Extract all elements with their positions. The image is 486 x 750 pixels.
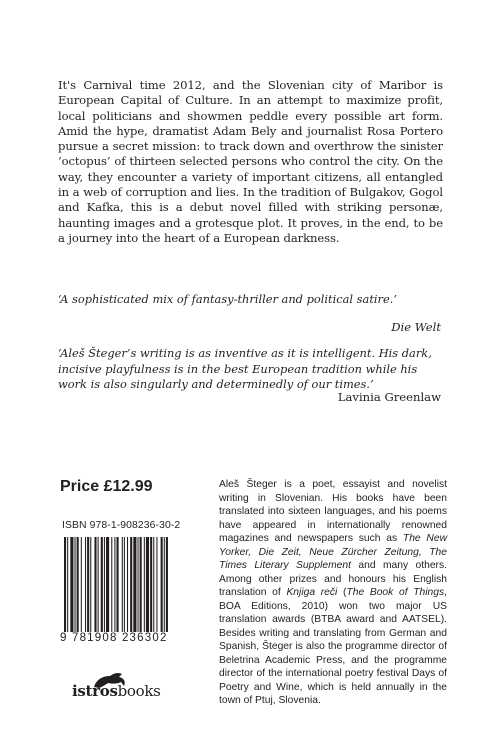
barcode-bar	[101, 537, 103, 637]
barcode-bar	[127, 537, 128, 637]
barcode-bar	[166, 537, 168, 637]
barcode-bar	[133, 537, 136, 637]
barcode-bar	[98, 537, 99, 637]
barcode-bar	[75, 537, 76, 637]
review-source-1: Die Welt	[391, 320, 441, 334]
barcode-bar	[64, 537, 66, 637]
barcode-bar	[122, 537, 123, 637]
barcode-bar	[153, 537, 154, 637]
barcode-bar	[87, 537, 89, 637]
barcode-bar	[70, 537, 73, 637]
barcode-bar	[156, 537, 157, 637]
barcode-bar	[144, 537, 145, 637]
barcode-bar	[114, 537, 115, 637]
barcode-bar	[138, 537, 139, 637]
barcode-bar	[90, 537, 91, 637]
review-quote-1: ‘A sophisticated mix of fantasy-thriller and political satire.’	[58, 292, 397, 306]
review-quote-2: ‘Aleš Šteger’s writing is as inventive as it is intelligent. His dark, incisive playfulness is in the best European tradition while his work is also singularly and determinedly of our times.’	[58, 346, 432, 391]
barcode-digits: 9 781908 236302	[58, 632, 212, 644]
barcode-bar	[106, 537, 109, 637]
barcode-bar	[146, 537, 149, 637]
barcode-bar	[161, 537, 163, 637]
barcode-bar	[140, 537, 142, 637]
barcode-bar	[150, 537, 152, 637]
barcode-bar	[164, 537, 165, 637]
barcode-bar	[111, 537, 112, 637]
barcode	[58, 535, 208, 647]
barcode-bar	[94, 537, 96, 637]
barcode-bar	[117, 537, 119, 637]
barcode-bar	[130, 537, 132, 637]
author-bio: Aleš Šteger is a poet, essayist and novelist writing in Slovenian. His books have been translated into sixteen languages, and his poems have appeared in internationally renowned magazines and newspapers such as The New Yorker, Die Zeit, Neue Zürcher Zeitung, The Times Literary Supplement and many others. Among other prizes and honours his English translation of Knjiga reči (The Book of Things, BOA Editions, 2010) won two major US translation awards (BTBA award and AATSEL). Besides writing and translating from German and Spanish, Šteger is also the programme director of Beletrina Academic Press, and the programme director of the international poetry festival Days of Poetry and Wine, which is held annually in the town of Ptuj, Slovenia.	[219, 479, 448, 706]
barcode-bar	[81, 537, 82, 637]
back-cover-blurb: It's Carnival time 2012, and the Slovenian city of Maribor is European Capital of Culture. In an attempt to maximize profit, local politicians and showmen peddle every possible art form. Amid the hype, dramatist Adam Bely and journalist Rosa Portero pursue a secret mission: to track down and overthrow the sinister ‘octopus’ of thirteen selected persons who control the city. On the way, they encounter a variety of important citizens, all entangled in a web of corruption and lies. In the tradition of Bulgakov, Gogol and Kafka, this is a debut novel filled with striking personæ, haunting images and a grotesque plot. It proves, in the end, to be a journey into the heart of a European darkness.	[58, 78, 443, 245]
price-label: Price £12.99	[60, 478, 153, 495]
barcode-bar	[77, 537, 79, 637]
barcode-bar	[104, 537, 105, 637]
review-source-2: Lavinia Greenlaw	[337, 390, 441, 404]
barcode-bar	[124, 537, 125, 637]
barcode-bar	[67, 537, 68, 637]
isbn-label: ISBN 978-1-908236-30-2	[62, 520, 181, 531]
publisher-name: istrosbooks	[72, 682, 161, 700]
barcode-bar	[85, 537, 86, 637]
